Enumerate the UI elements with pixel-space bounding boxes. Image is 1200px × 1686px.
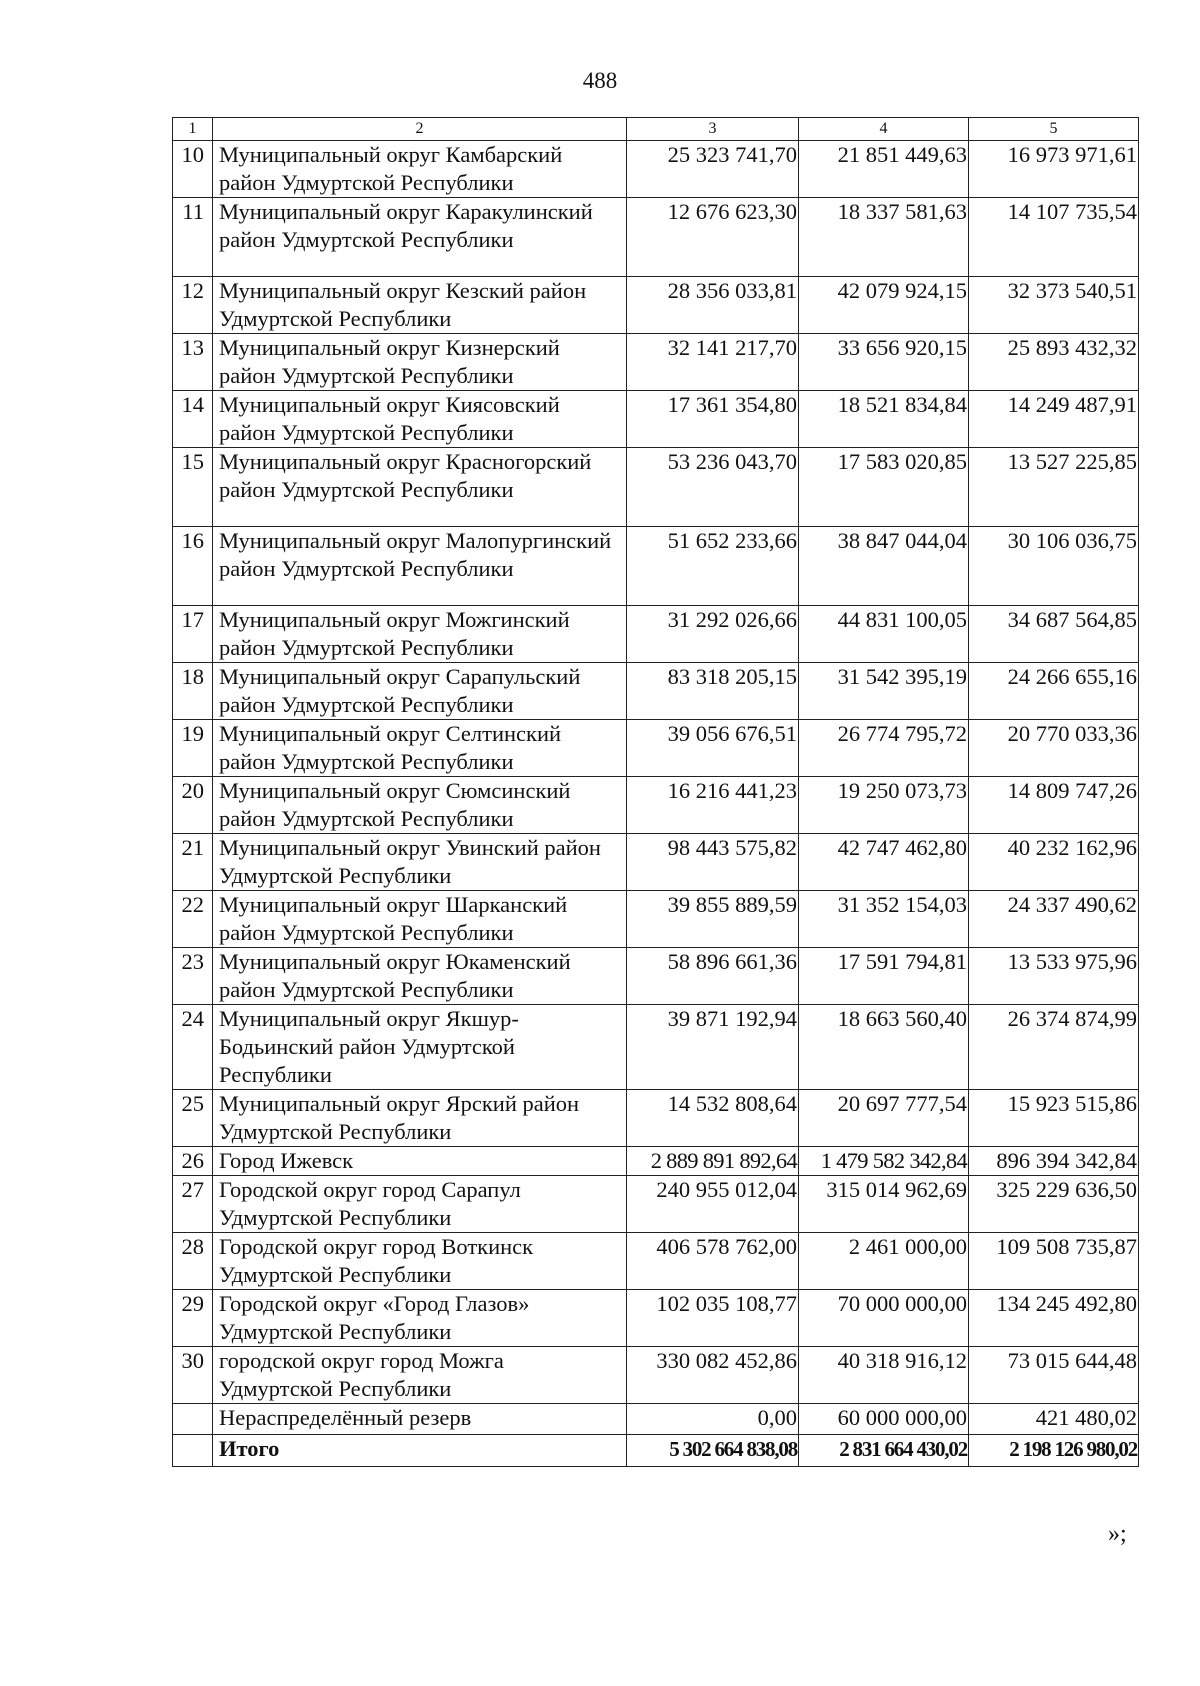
row-value-4: 44 831 100,05 (799, 606, 969, 663)
header-cell-4: 4 (799, 118, 969, 141)
row-number: 16 (173, 527, 213, 606)
row-number (173, 1404, 213, 1435)
row-name: Муниципальный округ Сарапульский район Удмуртской Республики (213, 663, 627, 720)
row-number: 21 (173, 834, 213, 891)
row-value-3: 58 896 661,36 (627, 948, 799, 1005)
row-value-3: 330 082 452,86 (627, 1347, 799, 1404)
row-number: 30 (173, 1347, 213, 1404)
row-value-3: 25 323 741,70 (627, 141, 799, 198)
row-name: Муниципальный округ Камбарский район Удмуртской Республики (213, 141, 627, 198)
row-name: Муниципальный округ Каракулинский район Удмуртской Республики (213, 198, 627, 277)
row-value-4: 70 000 000,00 (799, 1290, 969, 1347)
row-number: 29 (173, 1290, 213, 1347)
row-number: 22 (173, 891, 213, 948)
row-value-4: 315 014 962,69 (799, 1176, 969, 1233)
row-number: 10 (173, 141, 213, 198)
row-name: Муниципальный округ Увинский район Удмуртской Республики (213, 834, 627, 891)
table-row (173, 1290, 1139, 1347)
row-value-4: 42 747 462,80 (799, 834, 969, 891)
row-name: Нераспределённый резерв (213, 1404, 627, 1435)
table-row (173, 1233, 1139, 1290)
row-number: 19 (173, 720, 213, 777)
row-value-5: 40 232 162,96 (969, 834, 1139, 891)
table-row (173, 1176, 1139, 1233)
row-value-5: 25 893 432,32 (969, 334, 1139, 391)
row-value-5: 14 249 487,91 (969, 391, 1139, 448)
total-value-5: 2 198 126 980,02 (969, 1435, 1139, 1467)
row-value-3: 2 889 891 892,64 (627, 1147, 799, 1176)
row-value-3: 12 676 623,30 (627, 198, 799, 277)
row-value-3: 0,00 (627, 1404, 799, 1435)
table-row (173, 1005, 1139, 1090)
table-row (173, 277, 1139, 334)
table-row (173, 663, 1139, 720)
table-row (173, 948, 1139, 1005)
header-row (173, 118, 1139, 141)
row-number: 28 (173, 1233, 213, 1290)
row-value-3: 17 361 354,80 (627, 391, 799, 448)
row-value-5: 24 337 490,62 (969, 891, 1139, 948)
row-value-3: 51 652 233,66 (627, 527, 799, 606)
row-value-5: 13 527 225,85 (969, 448, 1139, 527)
header-cell-5: 5 (969, 118, 1139, 141)
row-name: Муниципальный округ Кизнерский район Удмуртской Республики (213, 334, 627, 391)
header-cell-3: 3 (627, 118, 799, 141)
row-value-4: 33 656 920,15 (799, 334, 969, 391)
row-number: 23 (173, 948, 213, 1005)
row-value-5: 13 533 975,96 (969, 948, 1139, 1005)
table-row (173, 1147, 1139, 1176)
row-name: Муниципальный округ Киясовский район Удмуртской Республики (213, 391, 627, 448)
total-row (173, 1435, 1139, 1467)
row-value-5: 32 373 540,51 (969, 277, 1139, 334)
row-number: 13 (173, 334, 213, 391)
table-row (173, 720, 1139, 777)
row-value-3: 39 855 889,59 (627, 891, 799, 948)
table-row (173, 777, 1139, 834)
row-name: Городской округ город Сарапул Удмуртской Республики (213, 1176, 627, 1233)
row-name: Муниципальный округ Ярский район Удмуртской Республики (213, 1090, 627, 1147)
row-value-5: 26 374 874,99 (969, 1005, 1139, 1090)
row-name: Муниципальный округ Кезский район Удмуртской Республики (213, 277, 627, 334)
row-number: 25 (173, 1090, 213, 1147)
row-value-4: 38 847 044,04 (799, 527, 969, 606)
row-value-4: 18 521 834,84 (799, 391, 969, 448)
table-row (173, 834, 1139, 891)
row-value-3: 16 216 441,23 (627, 777, 799, 834)
row-value-5: 325 229 636,50 (969, 1176, 1139, 1233)
row-name: Муниципальный округ Можгинский район Удмуртской Республики (213, 606, 627, 663)
row-value-4: 26 774 795,72 (799, 720, 969, 777)
row-name: Муниципальный округ Шарканский район Удмуртской Республики (213, 891, 627, 948)
row-value-3: 39 871 192,94 (627, 1005, 799, 1090)
table-row (173, 1090, 1139, 1147)
row-value-4: 31 542 395,19 (799, 663, 969, 720)
row-value-4: 18 663 560,40 (799, 1005, 969, 1090)
row-value-5: 421 480,02 (969, 1404, 1139, 1435)
row-value-5: 14 809 747,26 (969, 777, 1139, 834)
row-number: 17 (173, 606, 213, 663)
row-value-5: 73 015 644,48 (969, 1347, 1139, 1404)
row-value-4: 40 318 916,12 (799, 1347, 969, 1404)
row-value-5: 15 923 515,86 (969, 1090, 1139, 1147)
table-row (173, 527, 1139, 606)
table-row (173, 391, 1139, 448)
row-value-3: 31 292 026,66 (627, 606, 799, 663)
row-name: Муниципальный округ Юкаменский район Удмуртской Республики (213, 948, 627, 1005)
row-value-4: 19 250 073,73 (799, 777, 969, 834)
row-value-4: 21 851 449,63 (799, 141, 969, 198)
page-number: 488 (582, 68, 618, 93)
row-name: Город Ижевск (213, 1147, 627, 1176)
row-value-4: 17 591 794,81 (799, 948, 969, 1005)
row-number: 15 (173, 448, 213, 527)
row-number: 14 (173, 391, 213, 448)
table-row (173, 606, 1139, 663)
row-name: Муниципальный округ Красногорский район Удмуртской Республики (213, 448, 627, 527)
row-name: городской округ город Можга Удмуртской Республики (213, 1347, 627, 1404)
row-value-3: 39 056 676,51 (627, 720, 799, 777)
row-name: Муниципальный округ Сюмсинский район Удмуртской Республики (213, 777, 627, 834)
row-number: 11 (173, 198, 213, 277)
row-value-4: 31 352 154,03 (799, 891, 969, 948)
row-value-4: 20 697 777,54 (799, 1090, 969, 1147)
row-number: 26 (173, 1147, 213, 1176)
table-row (173, 334, 1139, 391)
total-number (173, 1435, 213, 1467)
row-number: 27 (173, 1176, 213, 1233)
row-value-4: 17 583 020,85 (799, 448, 969, 527)
table-row (173, 891, 1139, 948)
row-value-5: 16 973 971,61 (969, 141, 1139, 198)
row-name: Городской округ город Воткинск Удмуртской Республики (213, 1233, 627, 1290)
row-value-5: 134 245 492,80 (969, 1290, 1139, 1347)
row-value-5: 896 394 342,84 (969, 1147, 1139, 1176)
table-row (173, 1347, 1139, 1404)
row-value-4: 1 479 582 342,84 (799, 1147, 969, 1176)
table-row (173, 198, 1139, 277)
row-name: Муниципальный округ Малопургинский район Удмуртской Республики (213, 527, 627, 606)
row-number: 12 (173, 277, 213, 334)
total-label: Итого (213, 1435, 627, 1467)
row-value-4: 18 337 581,63 (799, 198, 969, 277)
row-value-3: 406 578 762,00 (627, 1233, 799, 1290)
row-value-5: 20 770 033,36 (969, 720, 1139, 777)
table-row (173, 141, 1139, 198)
row-value-3: 83 318 205,15 (627, 663, 799, 720)
budget-table (172, 117, 1139, 1467)
row-value-5: 34 687 564,85 (969, 606, 1139, 663)
total-value-4: 2 831 664 430,02 (799, 1435, 969, 1467)
row-value-3: 240 955 012,04 (627, 1176, 799, 1233)
row-value-3: 102 035 108,77 (627, 1290, 799, 1347)
closing-quote-mark: »; (1108, 1521, 1127, 1547)
row-number: 18 (173, 663, 213, 720)
row-value-3: 53 236 043,70 (627, 448, 799, 527)
header-cell-1: 1 (173, 118, 213, 141)
row-value-3: 14 532 808,64 (627, 1090, 799, 1147)
row-value-5: 30 106 036,75 (969, 527, 1139, 606)
row-value-4: 60 000 000,00 (799, 1404, 969, 1435)
row-value-3: 28 356 033,81 (627, 277, 799, 334)
row-value-3: 32 141 217,70 (627, 334, 799, 391)
row-value-3: 98 443 575,82 (627, 834, 799, 891)
row-number: 24 (173, 1005, 213, 1090)
row-value-4: 42 079 924,15 (799, 277, 969, 334)
table-row (173, 1404, 1139, 1435)
row-number: 20 (173, 777, 213, 834)
row-value-5: 14 107 735,54 (969, 198, 1139, 277)
row-name: Городской округ «Город Глазов» Удмуртской Республики (213, 1290, 627, 1347)
row-name: Муниципальный округ Якшур-Бодьинский район Удмуртской Республики (213, 1005, 627, 1090)
row-value-4: 2 461 000,00 (799, 1233, 969, 1290)
header-cell-2: 2 (213, 118, 627, 141)
row-value-5: 109 508 735,87 (969, 1233, 1139, 1290)
table-row (173, 448, 1139, 527)
row-name: Муниципальный округ Селтинский район Удмуртской Республики (213, 720, 627, 777)
total-value-3: 5 302 664 838,08 (627, 1435, 799, 1467)
row-value-5: 24 266 655,16 (969, 663, 1139, 720)
